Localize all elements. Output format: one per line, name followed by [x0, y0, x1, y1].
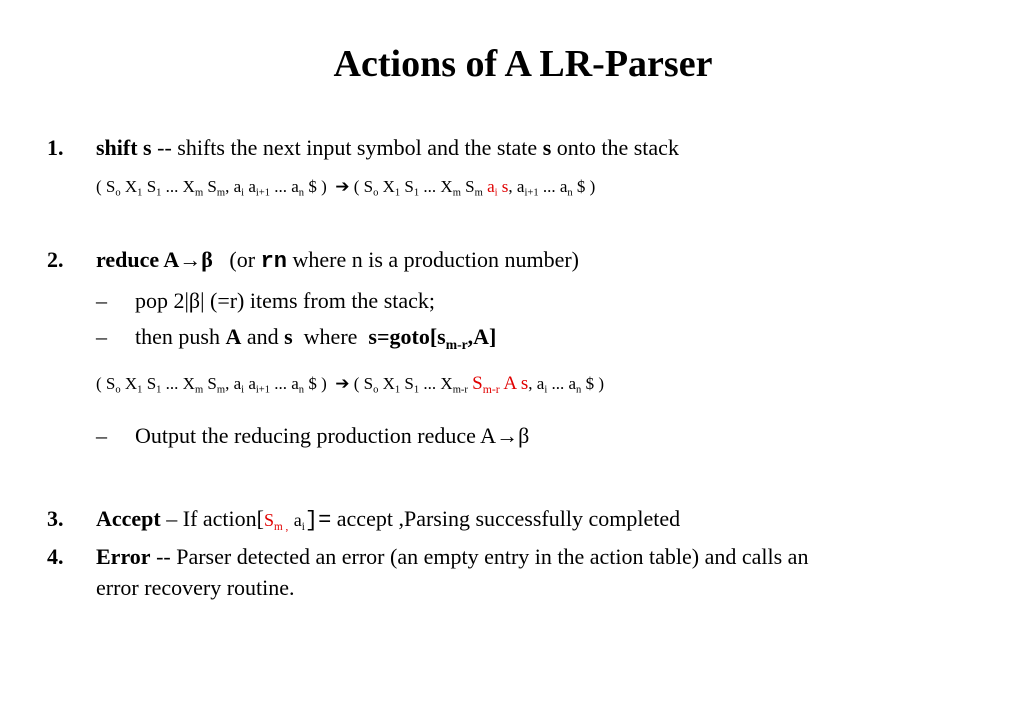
item-2-desc-end: where n is a production number)	[286, 247, 579, 272]
item-3-state: $S_{m ,}$	[263, 510, 289, 533]
item-1-text	[96, 135, 679, 161]
step-2-text	[135, 324, 496, 350]
item-3-number: 3.	[47, 506, 64, 531]
shift-config-formula: ( $S_o$ $X_1$ $S_1$ ... $X_m$ $S_m$, $a_i$ $a_{i+1}$ ... $a_n$ $ ) ➔ ( $S_o$ $X_1$ $S_1$ ... $X_m$ $S_m$ $a_i$ s, $a_{i+1}$ ... $a_n$ $ )	[96, 177, 596, 199]
step-2-bold-a: A	[225, 324, 242, 349]
item-2-code: rn	[260, 249, 287, 274]
item-3-code: ]=	[304, 508, 332, 533]
item-1-number: 1.	[47, 135, 64, 160]
item-1-desc-end: onto the stack	[551, 135, 679, 160]
step-2-part-c: where	[292, 324, 369, 349]
right-arrow-icon: ➔	[335, 177, 350, 197]
item-4-keyword: Error	[96, 544, 151, 569]
item-4-desc: -- Parser detected an error (an empty entry in the action table) and calls an	[150, 544, 809, 569]
step-1-text: pop 2|β| (=r) items from the stack;	[135, 288, 436, 313]
page-title: Actions of A LR-Parser	[333, 43, 713, 85]
step-2-bold-s: s	[284, 324, 293, 349]
step-2-part-b: and	[241, 324, 285, 349]
item-3-desc-end: accept ,Parsing successfully completed	[331, 506, 681, 531]
right-arrow-icon: ➔	[335, 374, 350, 394]
item-4-number: 4.	[47, 544, 64, 569]
item-1-keyword: shift s	[96, 135, 152, 160]
item-3-keyword: Accept	[96, 506, 161, 531]
goto-expression: $s=goto[s_{m-r},A]$	[368, 324, 497, 352]
item-3-desc: – If action[	[160, 506, 264, 531]
step-3-marker: –	[96, 423, 107, 448]
step-1-marker: –	[96, 288, 107, 313]
step-2-marker: –	[96, 324, 107, 349]
reduce-config-formula: ( $S_o$ $X_1$ $S_1$ ... $X_m$ $S_m$, $a_i$ $a_{i+1}$ ... $a_n$ $ ) ➔ ( $S_o$ $X_1$ $S_1$ ... $X_{m-r}$ $S_{m-r}$ A s, $a_i$ ... $a_n$ $ )	[96, 373, 604, 397]
item-1-desc: -- shifts the next input symbol and the state	[151, 135, 543, 160]
item-2-text	[96, 247, 579, 274]
item-4-text-cont: error recovery routine.	[96, 575, 295, 600]
step-2-part-a: then push	[135, 324, 226, 349]
item-2-number: 2.	[47, 247, 64, 272]
item-4-text	[96, 544, 808, 570]
item-2-keyword: reduce A→β	[96, 247, 213, 272]
item-2-desc: (or	[229, 247, 261, 272]
step-3-text: Output the reducing production reduce A→β	[135, 423, 530, 448]
item-3-text: Accept – If $action[S_{m ,}$ $a_i]=$ accept ,Parsing successfully completed	[96, 506, 681, 533]
item-1-bold-s: s	[542, 135, 552, 160]
